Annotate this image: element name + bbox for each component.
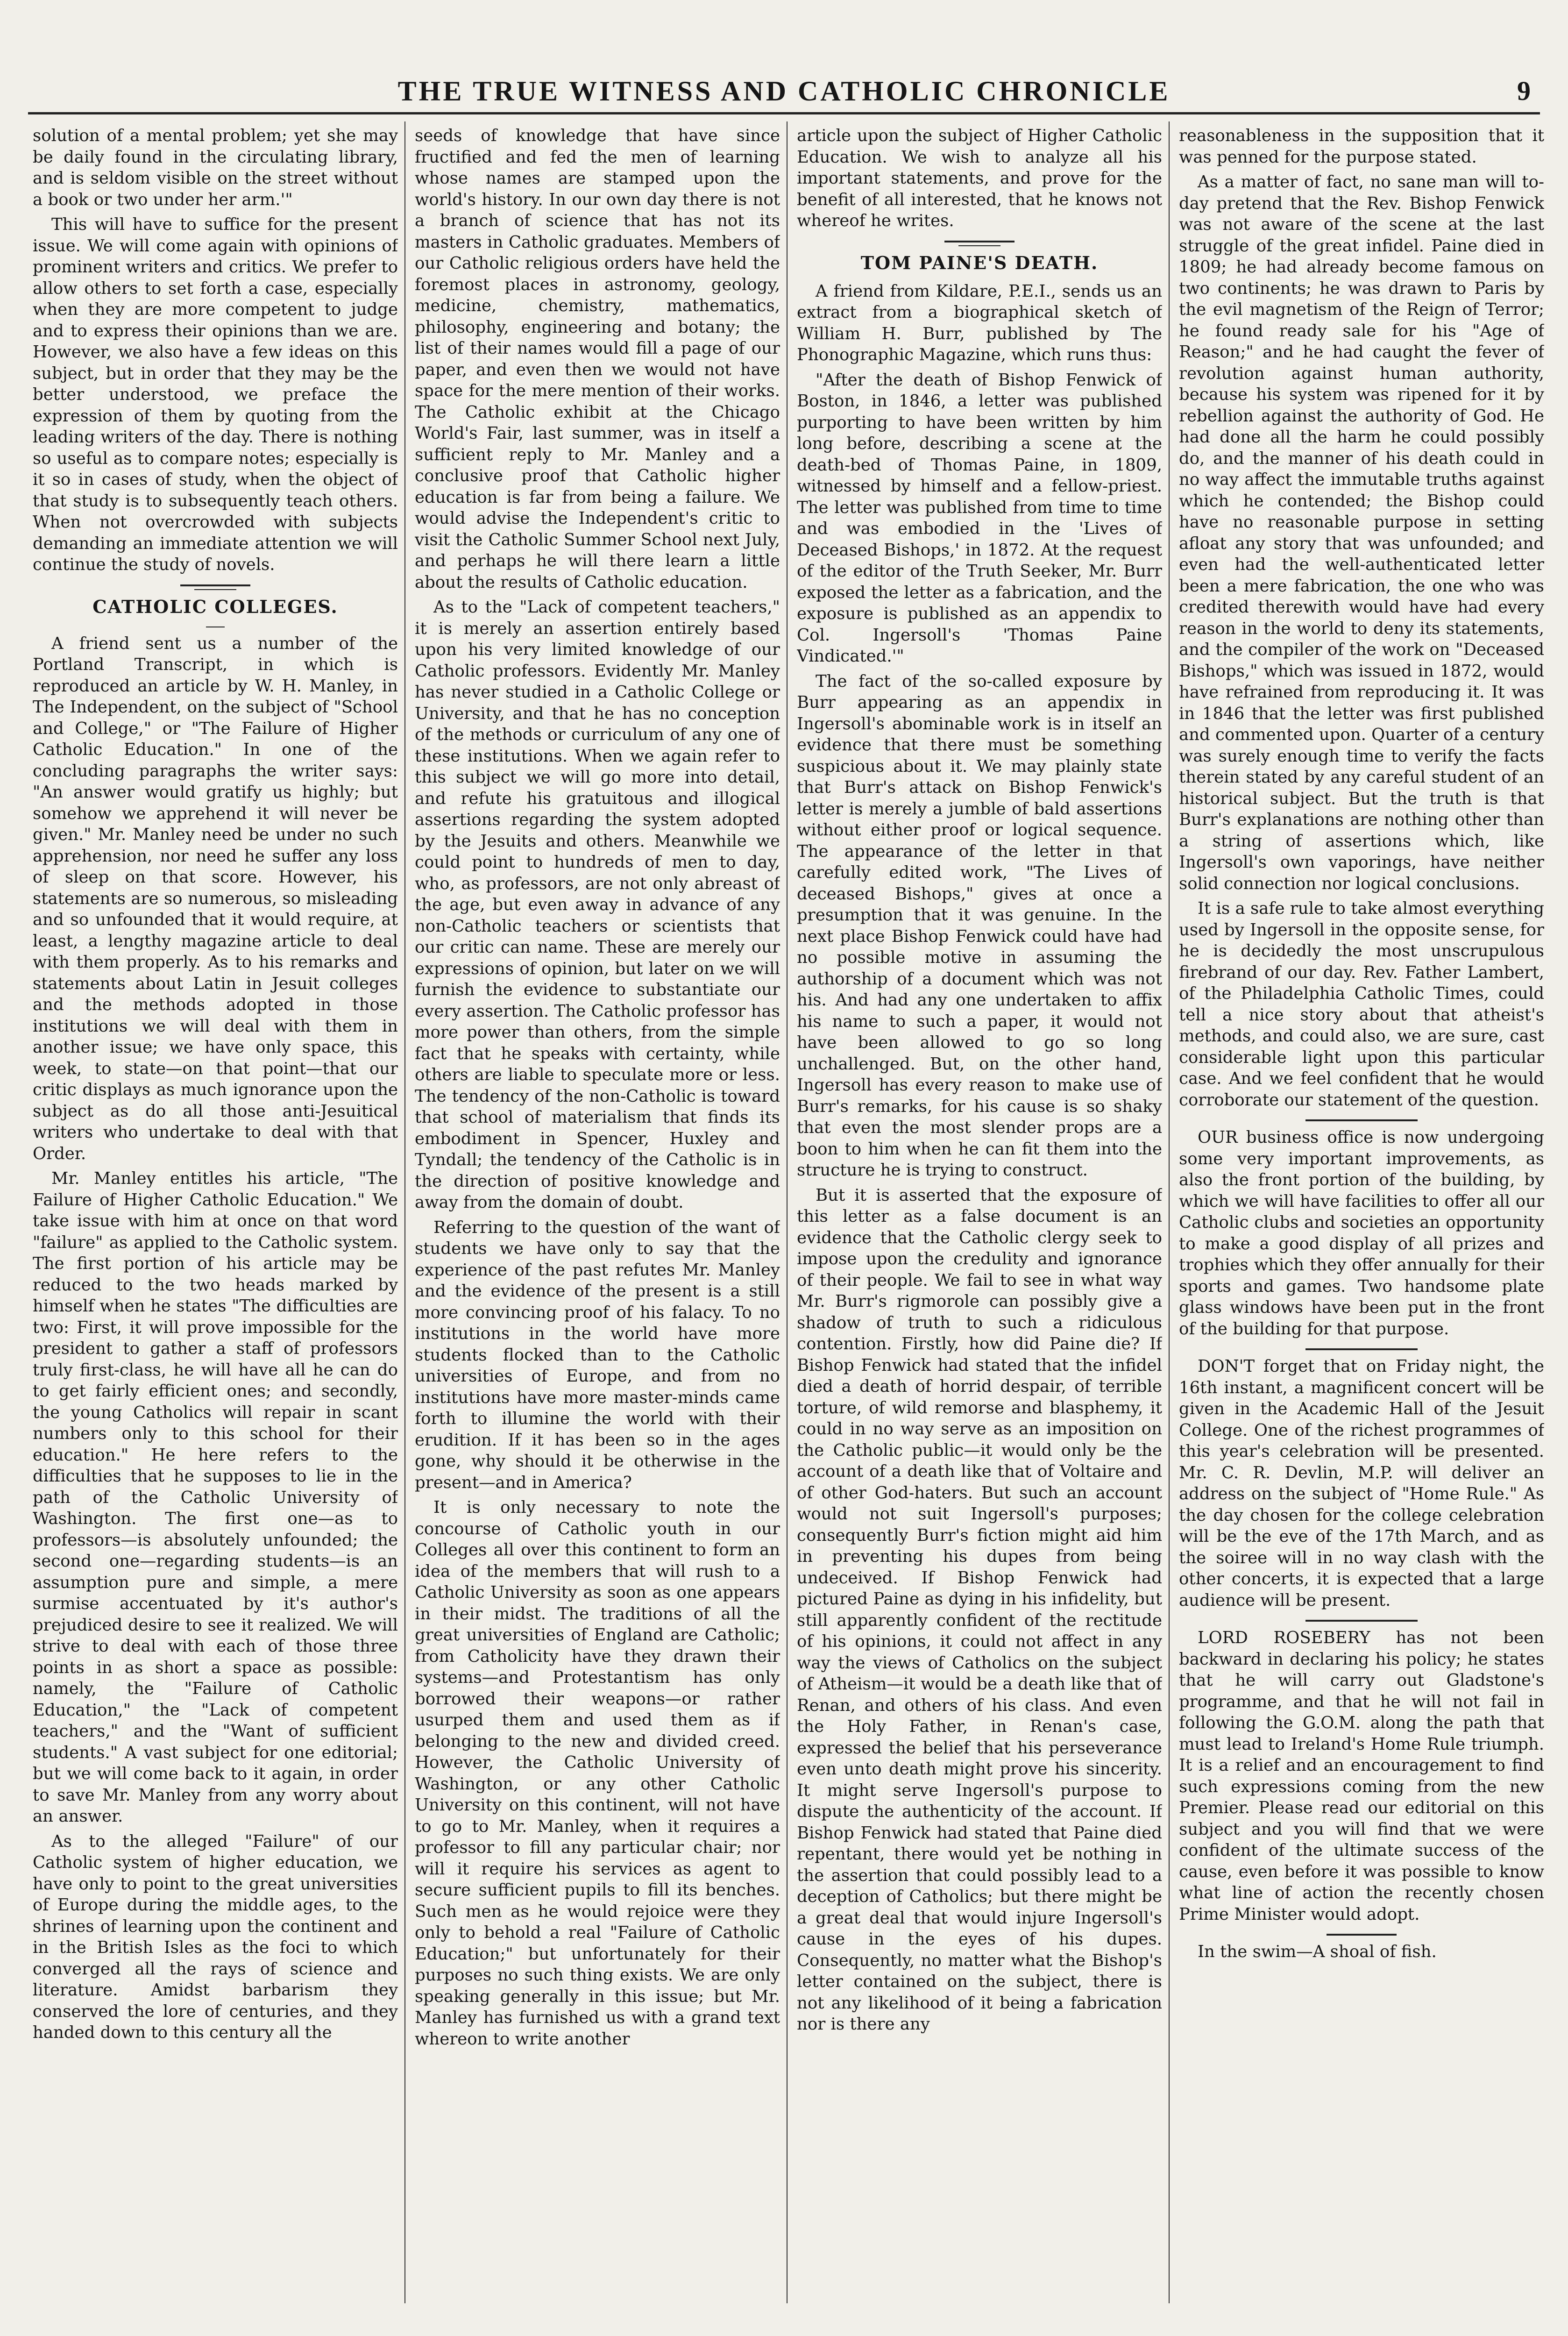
newspaper-title: THE TRUE WITNESS AND CATHOLIC CHRONICLE — [397, 76, 1171, 107]
section-divider — [1179, 1119, 1544, 1121]
column-1 — [33, 125, 398, 2298]
quoted-paragraph: "After the death of Bishop Fenwick of Boston, in 1846, a letter was published purporting to have been written by him long before, describing a scene at the death-bed of Thomas Paine, in 1809, witnessed by himself and a fellow-priest. The letter was published from time to time and was embodied in the 'Lives of Deceased Bishops,' in 1872. At the request of the editor of the Truth Seeker, Mr. Burr exposed the letter as a fabrication, and the exposure is published as an appendix to Col. Ingersoll's 'Thomas Paine Vindicated.'" — [797, 370, 1162, 666]
paragraph: seeds of knowledge that have since fructified and fed the men of learning whose names are stamped upon the world's history. In our own day there is not a branch of science that has not its masters in Catholic graduates. Members of our Catholic religious orders have held the foremost places in astronomy, geology, medicine, chemistry, mathematics, philosophy, engineering and botany; the list of their names would fill a page of our paper, and even then we would not have space for the mere mention of their works. The Catholic exhibit at the Chicago World's Fair, last summer, was in itself a sufficient reply to Mr. Manley and a conclusive proof that Catholic higher education is far from being a failure. We would advise the Independent's critic to visit the Catholic Summer School next July, and perhaps he will there learn a little about the results of Catholic education. — [415, 126, 780, 592]
column-rule — [787, 121, 788, 2303]
paragraph: As to the alleged "Failure" of our Catholic system of higher education, we have only to point to the great universities of Europe during the middle ages, to the shrines of learning upon the continent and in the British Isles as the foci to which converged all the rays of science and literature. Amidst barbarism they conserved the lore of centuries, and they handed down to this century all the — [33, 1831, 398, 2042]
paragraph: This will have to suffice for the present issue. We will come again with opinions of prominent writers and critics. We prefer to allow others to set forth a case, especially when they are more competent to judge and to express their opinions than we are. However, we also have a few ideas on this subject, but in order that they may be the better understood, we preface the expression of them by quoting from the leading writers of the day. There is nothing so useful as to compare notes; especially is it so in cases of study, when the object of that study is to subsequently teach others. When not overcrowded with subjects demanding an immediate attention we will continue the study of novels. — [33, 215, 398, 574]
paragraph: As to the "Lack of competent teachers," it is merely an assertion entirely based upon his very limited knowledge of our Catholic professors. Evidently Mr. Manley has never studied in a Catholic College or University, and that he has no conception of the methods or curriculum of any one of these institutions. When we again refer to this subject we will go more into detail, and refute his gratuitous and illogical assertions regarding the system adopted by the Jesuits and others. Meanwhile we could point to hundreds of men to day, who, as professors, are not only abreast of the age, but even away in advance of any non-Catholic teachers or scientists that our critic can name. These are merely our expressions of opinion, but later on we will furnish the evidence to substantiate our every assertion. The Catholic professor has more power than others, from the simple fact that he speaks with certainty, while others are liable to speculate more or less. The tendency of the non-Catholic is toward that school of materialism that finds its embodiment in Spencer, Huxley and Tyndall; the tendency of the Catholic is in the direction of positive knowledge and away from the domain of doubt. — [415, 598, 780, 1212]
section-divider — [1179, 1619, 1544, 1622]
paragraph: Referring to the question of the want of students we have only to say that the experience of the past refutes Mr. Manley and the evidence of the present is a still more convincing proof of his falacy. To no institutions in the world have more students flocked than to the Catholic universities of Europe, and from no institutions have more master-minds came forth to illumine the world with their erudition. If it has been so in the ages gone, why should it be otherwise in the present—and in America? — [415, 1218, 780, 1492]
column-4 — [1179, 125, 1544, 2298]
article-heading: CATHOLIC COLLEGES. — [92, 596, 338, 617]
column-2 — [415, 125, 780, 2298]
paragraph: The fact of the so-called exposure by Burr appearing as an appendix in Ingersoll's abominable work is in itself an evidence that there must be something suspicious about it. We may plainly state that Burr's attack on Bishop Fenwick's letter is merely a jumble of bald assertions without either proof or logical sequence. The appearance of the letter in that carefully edited work, "The Lives of deceased Bishops," gives at once a presumption that it was genuine. In the next place Bishop Fenwick could have had no possible motive in assuming the authorship of a document which was not his. And had any one undertaken to affix his name to such a paper, it would not have been allowed to go so long unchallenged. But, on the other hand, Ingersoll has every reason to make use of Burr's remarks, for his cause is so shaky that even the most slender props are a boon to him when he can fit them into the structure he is trying to construct. — [797, 671, 1162, 1180]
paragraph: In the swim—A shoal of fish. — [1198, 1942, 1437, 1961]
page-number: 9 — [1517, 76, 1531, 106]
paragraph: It is a safe rule to take almost everything used by Ingersoll in the opposite sense, for he is decidedly the most unscrupulous firebrand of our day. Rev. Father Lambert, of the Philadelphia Catholic Times, could tell a nice story about that atheist's methods, and could also, we are sure, cast considerable light upon this particular case. And we feel confident that he would corroborate our statement of the question. — [1179, 899, 1544, 1110]
paragraph: article upon the subject of Higher Catholic Education. We wish to analyze all his important statements, and prove for the benefit of all interested, that he knows not whereof he writes. — [797, 126, 1162, 230]
paragraph: solution of a mental problem; yet she may be daily found in the circulating library, and is seldom visible on the street without a book or two under her arm.'" — [33, 126, 398, 209]
paragraph: reasonableness in the supposition that it was penned for the purpose stated. — [1179, 126, 1544, 167]
paragraph: OUR business office is now undergoing some very important improvements, as also the front portion of the building, by which we will have facilities to offer all our Catholic clubs and societies an opportunity to make a good display of all prizes and trophies which they offer annually for their sports and games. Two handsome plate glass windows have been put in the front of the building for that purpose. — [1179, 1128, 1544, 1339]
column-rule — [1169, 121, 1170, 2303]
paragraph: Mr. Manley entitles his article, "The Failure of Higher Catholic Education." We take issue with him at once on that word "failure" as applied to the Catholic system. The first portion of his article may be reduced to the two heads marked by himself when he states "The difficulties are two: First, it will prove impossible for the president to gather a staff of professors truly first-class, he will have all he can do to get fairly efficient ones; and secondly, the young Catholics will repair in scant numbers only to this school for their education." He here refers to the difficulties that he supposes to lie in the path of the Catholic University of Washington. The first one—as to professors—is absolutely unfounded; the second one—regarding students—is an assumption pure and simple, a mere surmise accentuated by it's author's prejudiced desire to see it realized. We will strive to deal with each of those three points in as short a space as possible: namely, the "Failure of Catholic Education," the "Lack of competent teachers," and the "Want of sufficient students." A vast subject for one editorial; but we will come back to it again, in order to save Mr. Manley from any worry about an answer. — [33, 1169, 398, 1826]
paragraph: But it is asserted that the exposure of this letter as a false document is an evidence that the Catholic clergy seek to impose upon the credulity and ignorance of their people. We fail to see in what way Mr. Burr's rigmorole can possibly give a shadow of truth to such a ridiculous contention. Firstly, how did Paine die? If Bishop Fenwick had stated that the infidel died a death of horrid despair, of terrible torture, of wild remorse and blasphemy, it could in no way serve as an imposition on the Catholic public—it would only be the account of a death like that of Voltaire and of other God-haters. But such an account would not suit Ingersoll's purposes; consequently Burr's fiction might aid him in preventing his dupes from being undeceived. If Bishop Fenwick had pictured Paine as dying in his infidelity, but still apparently confident of the rectitude of his opinions, it could not affect in any way the views of Catholics on the subject of Atheism—it would be a death like that of Renan, and others of his class. And even the Holy Father, in Renan's case, expressed the belief that his perseverance even unto death might prove his sincerity. It might serve Ingersoll's purpose to dispute the authenticity of the account. If Bishop Fenwick had stated that Paine died repentant, there would yet be nothing in the assertion that could possibly lead to a deception of Catholics; but there might be a great deal that would injure Ingersoll's cause in the eyes of his dupes. Consequently, no matter what the Bishop's letter contained on the subject, there is not any likelihood of it being a fabrication nor is there any — [797, 1185, 1162, 2034]
paragraph: It is only necessary to note the concourse of Catholic youth in our Colleges all over this continent to form an idea of the members that will rush to a Catholic University as soon as one appears in their midst. The traditions of all the great universities of England are Catholic; from Catholicity have they drawn their systems—and Protestantism has only borrowed their weapons—or rather usurped them and used them as if belonging to the new and divided creed. However, the Catholic University of Washington, or any other Catholic University on this continent, will not have to go to Mr. Manley, when it requires a professor to fill any particular chair; nor will it require his services as agent to secure sufficient pupils to fill its benches. Such men as he would rejoice were they only to behold a real "Failure of Catholic Education;" but unfortunately for their purposes no such thing exists. We are only speaking generally in this issue; but Mr. Manley has furnished us with a grand text whereon to write another — [415, 1498, 780, 2049]
masthead — [28, 75, 1540, 114]
paragraph: DON'T forget that on Friday night, the 16th instant, a magnificent concert will be given in the Academic Hall of the Jesuit College. One of the richest programmes of this year's celebration will be presented. Mr. C. R. Devlin, M.P. will deliver an address on the subject of "Home Rule." As the day chosen for the college celebration will be the eve of the 17th March, and as the soiree will in no way clash with the other concerts, it is expected that a large audience will be present. — [1179, 1357, 1544, 1610]
section-divider — [1179, 1348, 1544, 1350]
paragraph: A friend from Kildare, P.E.I., sends us an extract from a biographical sketch of William H. Burr, published by The Phonographic Magazine, which runs thus: — [797, 281, 1162, 364]
section-divider — [1179, 1933, 1544, 1936]
section-divider — [33, 584, 398, 590]
paragraph: As a matter of fact, no sane man will to-day pretend that the Rev. Bishop Fenwick was not aware of the scene at the last struggle of the great infidel. Paine died in 1809; he had already become famous on two continents; he was drawn to Paris by the evil magnetism of the Reign of Terror; he found ready sale for his "Age of Reason;" and he had caught the fever of revolution against human authority, because his system was ripened for it by rebellion against the authority of God. He had done all the harm he could possibly do, and the manner of his death could in no way affect the immutable truths against which he contended; the Bishop could have no reasonable purpose in setting afloat any story that was unfounded; and even had the well-authenticated letter been a mere fabrication, the one who was credited therewith would have had every reason in the world to deny its statements, and the compiler of the work on "Deceased Bishops," which was issued in 1872, would have refrained from reproducing it. It was in 1846 that the letter was first published and commented upon. Quarter of a century was surely enough time to verify the facts therein stated by any careful student of an historical subject. But the truth is that Burr's explanations are nothing other than a string of assertions which, like Ingersoll's own vaporings, have neither solid connection nor logical conclusions. — [1179, 172, 1544, 893]
paragraph: A friend sent us a number of the Portland Transcript, in which is reproduced an article by W. H. Manley, in The Independent, on the subject of "School and College," or "The Failure of Higher Catholic Education." In one of the concluding paragraphs the writer says: "An answer would gratify us highly; but somehow we apprehend it will never be given." Mr. Manley need be under no such apprehension, nor need he suffer any loss of sleep on that score. However, his statements are so numerous, so misleading and so unfounded that it would require, at least, a lengthy magazine article to deal with them properly. As to his remarks and statements about Latin in Jesuit colleges and the methods adopted in those institutions we will deal with them in another issue; we have only space, this week, to state—on that point—that our critic displays as much ignorance upon the subject as do all those anti-Jesuitical writers who undertake to deal with that Order. — [33, 634, 398, 1163]
paragraph: LORD ROSEBERY has not been backward in declaring his policy; he states that he will carry out Gladstone's programme, and that he will not fail in following the G.O.M. along the path that must lead to Ireland's Home Rule triumph. It is a relief and an encouragement to find such expressions coming from the new Premier. Please read our editorial on this subject and you will find that we were confident of the ultimate success of the cause, even before it was possible to know what line of action the recently chosen Prime Minister would adopt. — [1179, 1628, 1544, 1924]
column-3 — [797, 125, 1162, 2298]
article-heading: TOM PAINE'S DEATH. — [860, 252, 1099, 273]
column-rule — [404, 121, 405, 2303]
section-divider — [797, 240, 1162, 246]
